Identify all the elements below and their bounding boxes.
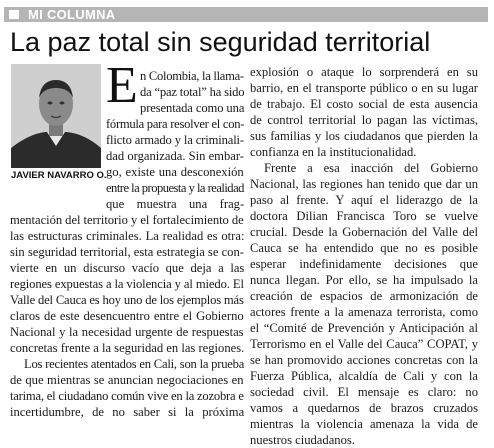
column-1-line: sin seguridad territorial, esta estrategia se con- (10, 245, 244, 259)
drop-cap: E (106, 57, 138, 114)
author-photo (11, 64, 101, 168)
column-1-line: mentación del territorio y el fortalecimiento de (10, 213, 244, 227)
column-1-line: tarima, el ciudadano común vive en la zozobra e (10, 389, 244, 403)
column-1-line: presentada como una (140, 101, 245, 115)
column-1-line: claros de este desencuentro entre el Gobierno (10, 309, 244, 323)
column-1-line: da “paz total” ha sido (140, 85, 245, 99)
column-1-line: de que mientras se anuncian negociaciones en (10, 373, 244, 387)
article-headline: La paz total sin seguridad territorial (10, 27, 431, 57)
column-1-line: incertidumbre, de no saber si la próxima (10, 405, 245, 419)
column-1-line: Los recientes atentados en Cali, son la prueba (24, 357, 245, 371)
column-1-line: que muestra una frag- (106, 197, 245, 211)
column-1-line: dad organizada. Sin embar- (106, 149, 244, 163)
section-marker (9, 10, 19, 19)
column-2-paragraph: Frente a esa inacción del Gobierno Nacional, las regiones han tenido que dar un paso al frente. Y aquí el liderazgo de la doctora Dilian Francisca Toro se vuelve crucial. Desde la Gobernación del Valle del Cauca se ha entendido que no es posible esperar indefinidamente decisiones que nunca llegan. Por ello, se ha impulsado la creación de espacios de armonización de actores frente a la amenaza terrorista, como el “Comité de Prevención y Anticipación al Terrorismo en el Valle del Cauca” COPAT, y se han promovido acciones concretas con la Fuerza Pública, alcaldía de Cali y con la sociedad civil. El mensaje es claro: no vamos a quedarnos de brazos cruzados mientras la violencia amenaza la vida de nuestros ciudadanos. (250, 161, 478, 447)
column-2-paragraph: explosión o ataque lo sorprenderá en su barrio, en el transporte público o en su lugar de trabajo. El costo social de esta ausencia de control territorial lo pagan las víctimas, sus familias y los ciudadanos que pierden la confianza en la institucionalidad. (250, 65, 478, 159)
column-1-line: Nacional y la necesidad urgente de respuestas (10, 325, 244, 339)
article-column-2 (250, 64, 478, 448)
author-portrait-image (11, 64, 101, 168)
column-1-line: las estructuras criminales. La realidad es otra: (10, 229, 245, 243)
column-1-line: entre la propuesta y la realidad (106, 181, 244, 195)
column-1-line: Valle del Cauca es hoy uno de los ejemplos más (10, 293, 244, 307)
author-byline: JAVIER NAVARRO O. (11, 170, 107, 181)
column-1-line: fórmula para resolver el con- (106, 117, 245, 131)
column-1-line: n Colombia, la llama- (140, 69, 244, 83)
column-1-line: flicto armado y la criminali- (106, 133, 244, 147)
column-1-line: vierte en un discurso vacío que deja a las (10, 261, 245, 275)
column-1-line: go, existe una desconexión (106, 165, 244, 179)
column-1-line: regiones expuestas a la violencia y al miedo. El (10, 277, 244, 291)
column-1-line: concretas frente a la seguridad en las regiones. (10, 341, 245, 355)
section-label: MI COLUMNA (28, 7, 116, 22)
section-header-bar (4, 7, 488, 22)
previous-article-fragment (0, 0, 494, 6)
